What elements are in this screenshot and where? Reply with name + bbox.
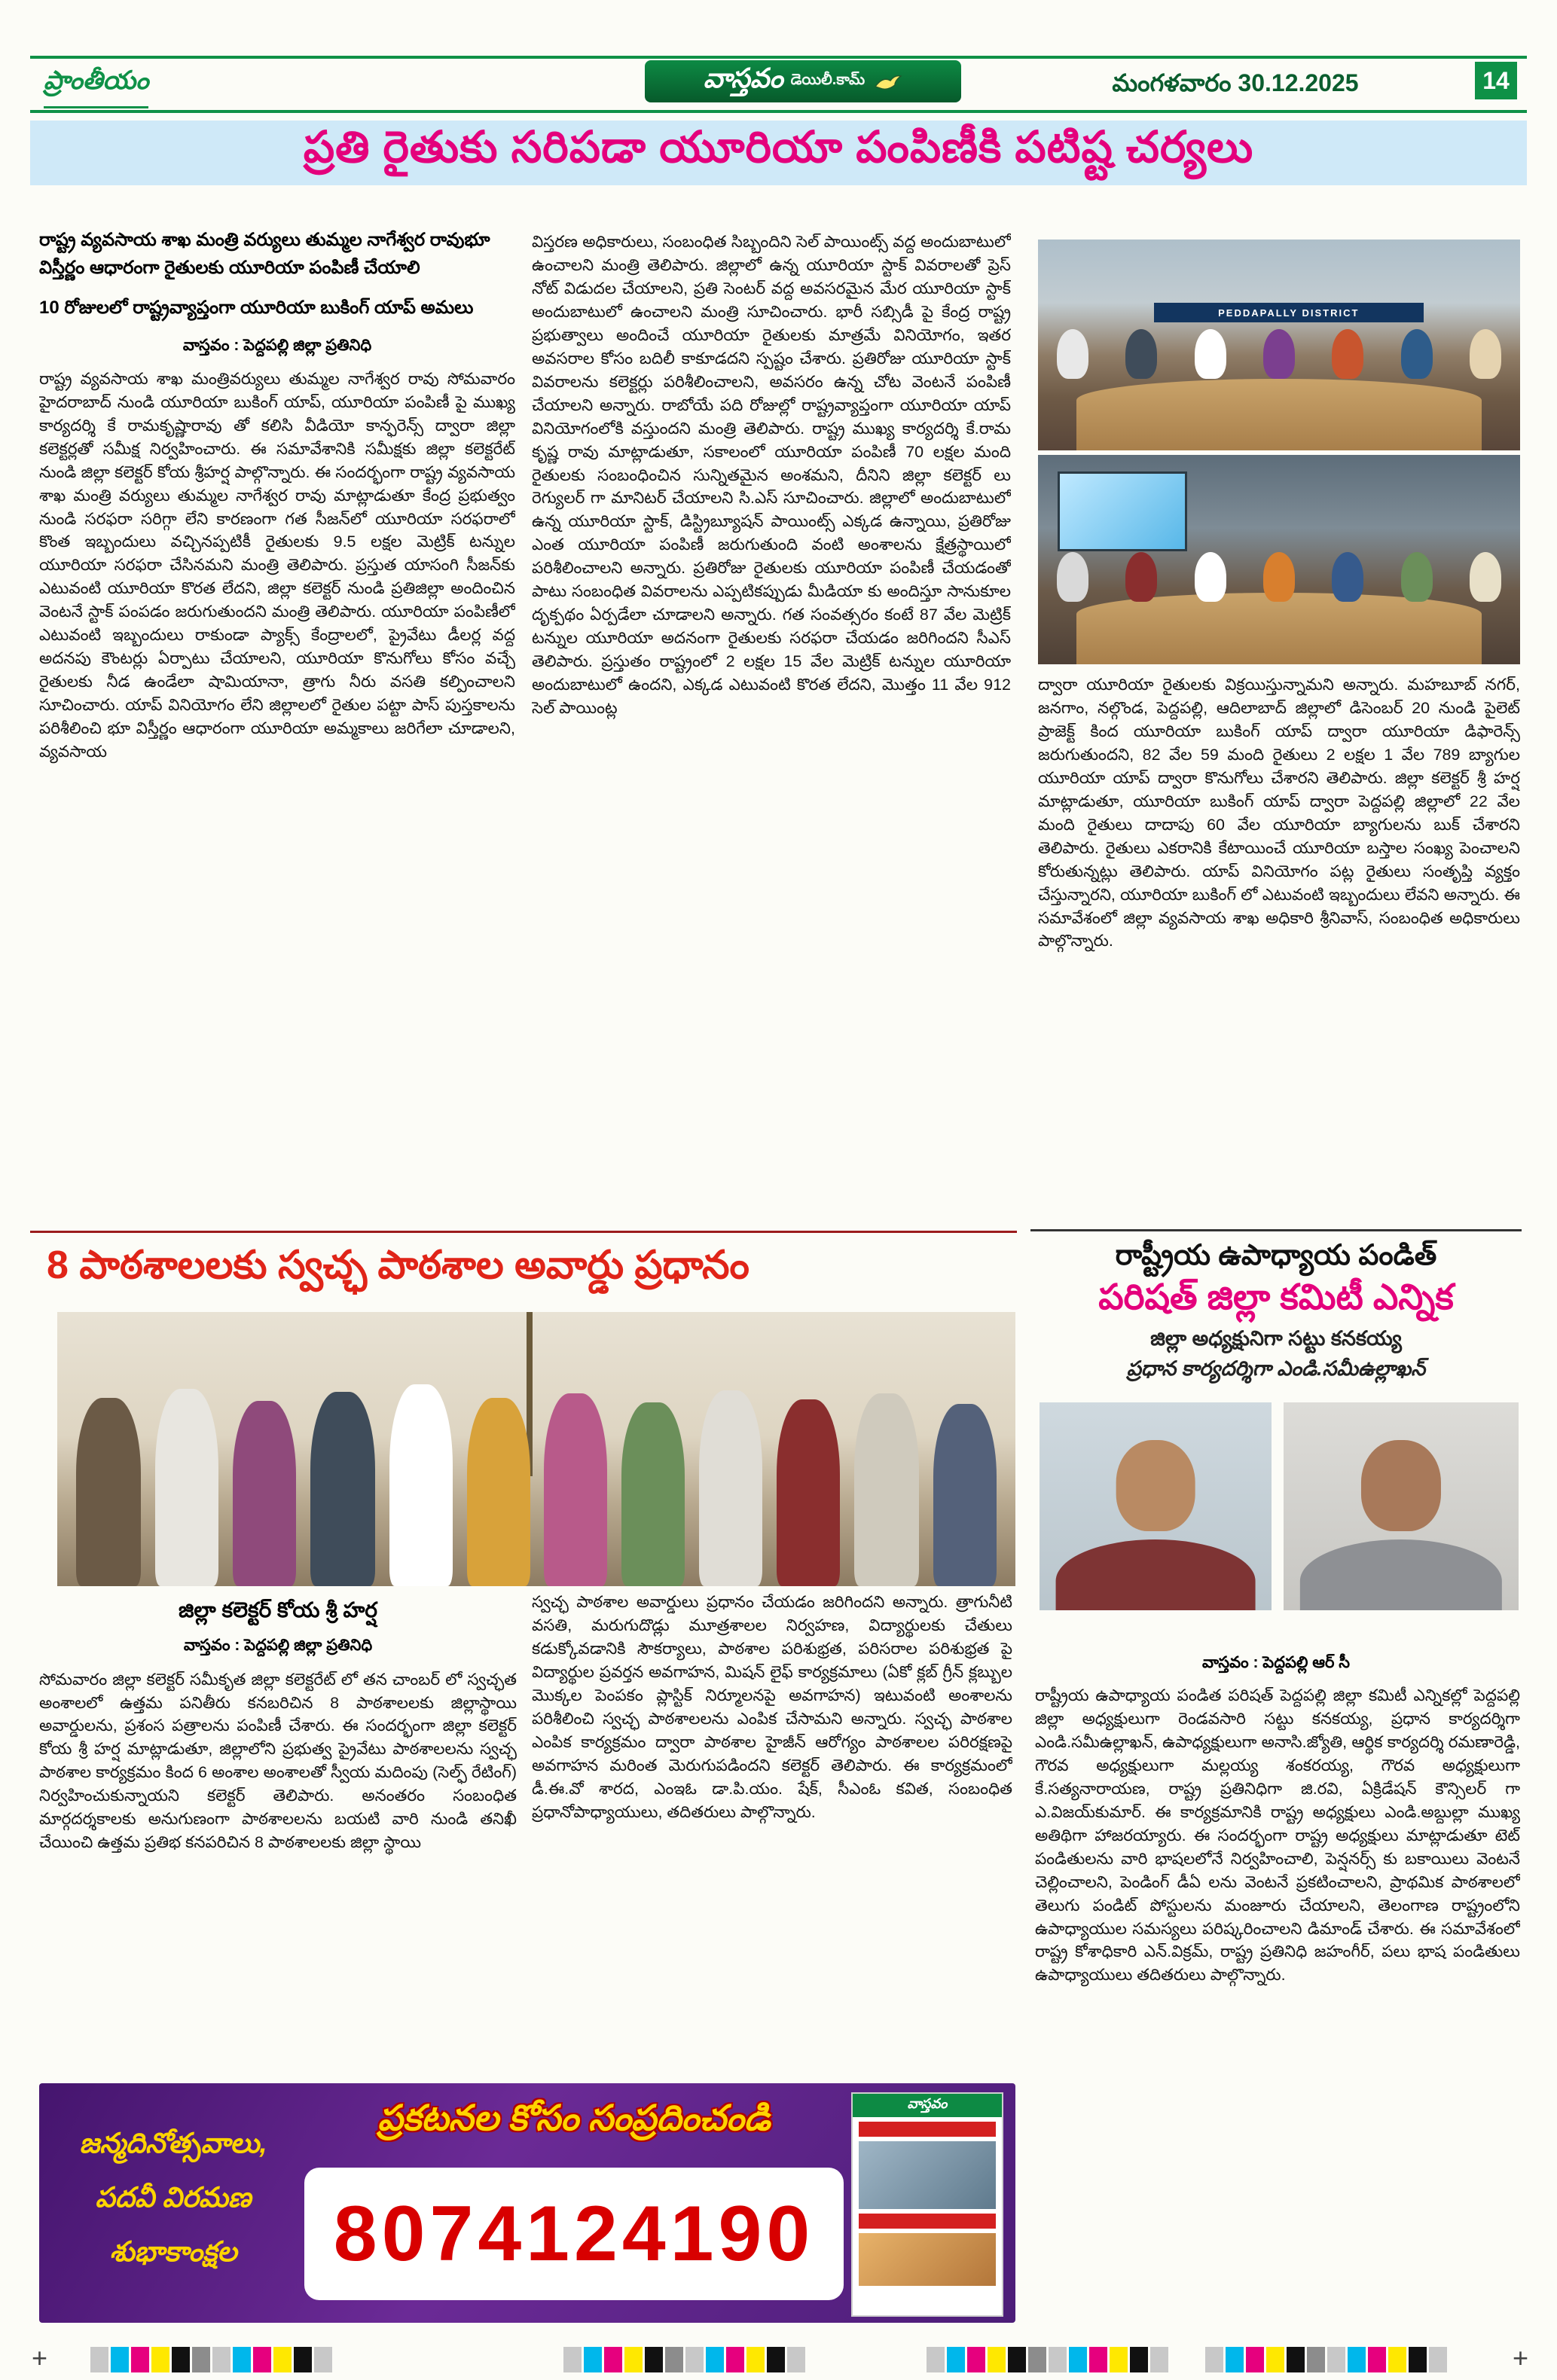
lead-intro-line-1: రాష్ట్ర వ్యవసాయ శాఖ మంత్రి వర్యులు తుమ్మల నాగేశ్వర రావుభూ విస్తీర్ణం ఆధారంగా రైతులకు యూరియా పంపిణీ చేయాలి xyxy=(39,230,490,279)
print-color-chip xyxy=(767,2347,785,2372)
person-figure xyxy=(155,1389,218,1586)
person-figure xyxy=(1125,329,1157,379)
print-color-chip xyxy=(90,2347,108,2372)
committee-subhead-2: ప్రధాన కార్యదర్శిగా ఎండి.సమీఉల్లాఖన్ xyxy=(1126,1357,1426,1380)
print-color-chip xyxy=(1388,2347,1406,2372)
lead-body-col2: విస్తరణ అధికారులు, సంబంధిత సిబ్బందిని సెల్ పాయింట్స్ వద్ద అందుబాటులో ఉంచాలని మంత్రి తెలిపారు. జిల్లాలో ఉన్న యూరియా స్టాక్ వివరాలతో ప్రెస్ నోట్ విడుదల చేయాలని, ప్రతి సెంటర్ వద్ద అవసరమైన మేర యూరియా స్టాక్ అందుబాటులో ఉంచాలని మంత్రి సూచించారు. భారీ సబ్సిడీ పై కేంద్ర రాష్ట్ర ప్రభుత్వాలు అందించే యూరియా రైతులకు మాత్రమే వినియోగం, ఇతర అవసరాల కోసం బదిలీ కాకూడదని స్పష్టం చేశారు. ప్రతిరోజు యూరియా స్టాక్ వివరాలను కలెక్టర్లు పరిశీలించాలని, అవసరం ఉన్న చోట వెంటనే పంపిణీ చేయాలని అన్నారు. రాబోయే పది రోజుల్లో రాష్ట్రవ్యాప్తంగా యూరియా యాప్ వినియోగంలోకి వస్తుందని మంత్రి తెలిపారు. రాష్ట్ర ముఖ్య కార్యదర్శి కే.రామ కృష్ణ రావు మాట్లాడుతూ, సకాలంలో యూరియా పంపిణీ 70 లక్షల మంది రైతులకు సంబంధించిన సున్నితమైన అంశమని, దీనిని జిల్లా కలెక్టర్ లు రెగ్యులర్ గా మానిటర్ చేయాలని సి.ఎస్ సూచించారు. జిల్లాలో అందుబాటులో ఉన్న యూరియా స్టాక్, డిస్ట్రిబ్యూషన్ పాయింట్స్ ఎక్కడ ఉన్నాయి, ప్రతిరోజు ఎంత యూరియా పంపిణీ జరుగుతుంది వంటి అంశాలను క్షేత్రస్థాయిలో పరిశీలించాలని అన్నారు. ప్రతిరోజు రైతులకు యూరియా పంపిణీ చేయడంతో పాటు సంబంధిత వివరాలను ఎప్పటికప్పుడు మీడియా కు అందిస్తూ సానుకూల దృక్పథం ఏర్పడేలా చూడాలని అన్నారు. గత సంవత్సరం కంటే 87 వేల మెట్రిక్ టన్నుల యూరియా అదనంగా రైతులకు సరఫరా చేయడం జరిగిందని సీఎస్ తెలిపారు. ప్రస్తుతం రాష్ట్రంలో 2 లక్షల 15 వేల మెట్రిక్ టన్నుల యూరియా అందుబాటులో ఉందని, ఎక్కడ ఎటువంటి కొరత లేదని, మొత్తం 11 వేల 912 సెల్ పాయింట్ల xyxy=(532,233,1011,718)
person-figure xyxy=(1195,552,1226,602)
registration-mark-left: + xyxy=(32,2342,48,2373)
print-color-chip xyxy=(192,2347,210,2372)
print-color-chip xyxy=(746,2347,765,2372)
paper-logo xyxy=(645,60,961,102)
person-figure xyxy=(1470,329,1501,379)
person-figure xyxy=(467,1398,530,1586)
print-color-chip xyxy=(1368,2347,1386,2372)
print-color-chip xyxy=(563,2347,582,2372)
lead-body-col1: రాష్ట్ర వ్యవసాయ శాఖ మంత్రివర్యులు తుమ్మల నాగేశ్వర రావు సోమవారం హైదరాబాద్ నుండి యూరియా బుకింగ్ యాప్, యూరియా పంపిణీ పై ముఖ్య కార్యదర్శి కే రామకృష్ణారావు తో కలిసి వీడియో కాన్ఫరెన్స్ ద్వారా జిల్లా కలెక్టర్లతో సమీక్ష నిర్వహించారు. ఈ సమావేశానికి సమీక్షకు జిల్లా కలెక్టరేట్ నుండి జిల్లా కలెక్టర్ కోయ శ్రీహర్ష పాల్గొన్నారు. ఈ సందర్భంగా రాష్ట్ర వ్యవసాయ శాఖ మంత్రి వర్యులు తుమ్మల నాగేశ్వర రావు మాట్లాడుతూ కేంద్ర ప్రభుత్వం నుండి సరఫరా సరిగ్గా లేని కారణంగా గత సీజన్‌లో యూరియా సరఫరాలో కొంత ఇబ్బందులు వచ్చినప్పటికీ రైతులకు 9.5 లక్షల మెట్రిక్ టన్నుల యూరియా సరఫరా చేసినమని మంత్రి తెలిపారు. ప్రస్తుత యాసంగి సీజన్‌కు ఎటువంటి యూరియా కొరత లేదని, జిల్లా కలెక్టర్ నుండి ప్రతిజిల్లా అందించిన వెంటనే స్టాక్ పంపడం జరుగుతుందని మంత్రి తెలిపారు. యూరియా పంపిణీలో ఎటువంటి ఇబ్బందులు రాకుండా ప్యాక్స్ కేంద్రాలలో, ప్రైవేటు డీలర్ల వద్ద అదనపు కౌంటర్లు ఏర్పాటు చేయాలని, యూరియా కొనుగోలు కోసం వచ్చే రైతులకు నీడ ఉండేలా షామియానా, త్రాగు నీరు వసతి కల్పించాలని సూచించారు. యాప్ వినియోగం లేని జిల్లాలలో రైతుల పట్టా పాస్ పుస్తకాలను పరిశీలించి భూ విస్తీర్ణం ఆధారంగా యూరియా అమ్మకాలు జరిగేలా చూడాలని, వ్యవసాయ xyxy=(39,369,515,761)
schools-body-col2: స్వచ్ఛ పాఠశాల అవార్డులు ప్రధానం చేయడం జరిగిందని అన్నారు. త్రాగునీటి వసతి, మరుగుదొడ్లు మూత్రశాలల నిర్వహణ, విద్యార్థులకు చేతులు కడుక్కోవడానికి సౌకర్యాలు, పాఠశాల పరిశుభ్రత, పరిసరాల పరిశుభ్రత పై విద్యార్థుల ప్రవర్తన అవగాహన, మిషన్ లైఫ్ కార్యక్రమాలు (ఏకో క్లబ్ గ్రీన్ క్లబ్బుల మొక్కల పెంపకం ప్లాస్టిక్ నిర్మూలనపై అవగాహన) ఇటువంటి అంశాలను పరిశీలించి స్వచ్ఛ పాఠశాలలను ఎంపిక చేసామని అన్నారు. స్వచ్ఛ పాఠశాల ఎంపిక కార్యక్రమం ద్వారా పాఠశాల హైజీన్ ఆరోగ్యం పాఠశాలల పరిరక్షణపై అవగాహన మరింత మెరుగుపడిందని కలెక్టర్ తెలిపారు. ఈ కార్యక్రమంలో డీ.ఈ.వో శారద, ఎంఇఓ డా.పి.యం. షేక్, సీఎంఓ కవిత, సంబంధిత ప్రధానోపాధ్యాయులు, తదితరులు పాల్గొన్నారు. xyxy=(532,1593,1012,1821)
person-figure xyxy=(933,1404,997,1586)
edition-date: మంగళవారం 30.12.2025 xyxy=(1112,69,1359,96)
ad-thumb-photo xyxy=(859,2141,996,2209)
lead-article-column-3 xyxy=(1038,673,1520,1217)
print-color-chip xyxy=(1028,2347,1046,2372)
person-figure xyxy=(1332,329,1363,379)
portrait-photo-president xyxy=(1040,1402,1272,1610)
portrait-shoulders xyxy=(1056,1539,1256,1610)
print-color-chip xyxy=(1348,2347,1366,2372)
section-label: ప్రాంతీయం xyxy=(44,66,148,108)
color-bar-group-1 xyxy=(90,2347,332,2372)
lead-article-column-1 xyxy=(39,226,515,1217)
print-color-chip xyxy=(172,2347,190,2372)
person-figure xyxy=(1401,552,1433,602)
print-color-chip xyxy=(1287,2347,1305,2372)
lead-headline-band xyxy=(30,121,1527,185)
ad-thumb-photo xyxy=(859,2233,996,2286)
person-figure xyxy=(1332,552,1363,602)
ad-left-line-1: జన్మదినోత్సవాలు, xyxy=(79,2128,267,2159)
person-figure xyxy=(854,1393,919,1586)
conference-table xyxy=(1076,379,1482,450)
portrait-head xyxy=(1116,1440,1195,1531)
print-color-chip xyxy=(212,2347,230,2372)
person-figure xyxy=(1057,552,1088,602)
print-color-chip xyxy=(988,2347,1006,2372)
person-figure xyxy=(1401,329,1433,379)
lead-article-column-2 xyxy=(532,230,1011,1217)
print-color-chip xyxy=(1069,2347,1087,2372)
print-color-chip xyxy=(1130,2347,1148,2372)
person-figure xyxy=(777,1399,840,1586)
print-color-chip xyxy=(584,2347,602,2372)
person-figure xyxy=(1470,552,1501,602)
lead-body-col3: ద్వారా యూరియా రైతులకు విక్రయిస్తున్నామని అన్నారు. మహబూబ్ నగర్, జనగాం, నల్గొండ, పెద్దపల్లి, ఆదిలాబాద్ జిల్లాలో డిసెంబర్ 20 నుండి పైలెట్ ప్రాజెక్ట్ కింద యూరియా బుకింగ్ యాప్ ద్వారా యూరియా డిఫారెన్స్ జరుగుతుందని, 82 వేల 59 మంది రైతులు 2 లక్షల 1 వేల 789 బ్యాగుల యూరియా యాప్ ద్వారా కొనుగోలు చేశారని తెలిపారు. జిల్లా కలెక్టర్ శ్రీ హర్ష మాట్లాడుతూ, యూరియా బుకింగ్ యాప్ ద్వారా పెద్దపల్లి జిల్లాలో 22 వేల మంది రైతులు దాదాపు 60 వేల యూరియా బ్యాగులను బుక్ చేశారని తెలిపారు. రైతులు ఎకరానికి కేటాయించే యూరియా బస్తాల సంఖ్య పెంచాలని కోరుతున్నట్లు తెలిపారు. యాప్ వినియోగం పట్ల రైతులు సంతృప్తి వ్యక్తం చేస్తున్నారని, యూరియా బుకింగ్ లో ఎటువంటి ఇబ్బందులు లేవని అన్నారు. ఈ సమావేశంలో జిల్లా వ్యవసాయ శాఖ అధికారి శ్రీనివాస్, సంబంధిత అధికారులు పాల్గొన్నారు. xyxy=(1038,676,1520,950)
schools-article-column-2 xyxy=(532,1591,1012,2068)
person-figure xyxy=(699,1390,762,1586)
person-figure xyxy=(233,1401,296,1586)
print-color-chip xyxy=(706,2347,724,2372)
person-figure xyxy=(76,1398,141,1586)
print-color-chip xyxy=(1008,2347,1026,2372)
committee-subhead-1: జిల్లా అధ్యక్షునిగా సట్టు కనకయ్య xyxy=(1150,1327,1402,1350)
print-color-chip xyxy=(624,2347,643,2372)
photo-award-ceremony xyxy=(57,1312,1015,1586)
print-color-chip xyxy=(1409,2347,1427,2372)
committee-body-text: రాష్ట్రీయ ఉపాధ్యాయ పండిత పరిషత్ పెద్దపల్లి జిల్లా కమిటీ ఎన్నికల్లో పెద్దపల్లి జిల్లా అధ్యక్షులుగా రెండవసారి సట్టు కనకయ్య, ప్రధాన కార్యదర్శిగా ఎండి.సమీఉల్లాఖన్, ఉపాధ్యక్షులుగా అనాసి.జ్యోతి, ఆర్థిక కార్యదర్శి రమణారెడ్డి, గౌరవ అధ్యక్షులుగా మల్లయ్య శంకరయ్య, గౌరవ అధ్యక్షులుగా కే.సత్యనారాయణ, రాష్ట్ర ప్రతినిధిగా జి.రవి, ఏక్రిడేషన్ కౌన్సిలర్ గా ఎ.విజయ్‌కుమార్. ఈ కార్యక్రమానికి రాష్ట్ర అధ్యక్షులు ఎండి.అబ్దుల్లా ముఖ్య అతిథిగా హాజరయ్యారు. ఈ సందర్భంగా రాష్ట్ర అధ్యక్షులు మాట్లాడుతూ టెట్ పండితులను వారి భాషలలోనే నిర్వహించాలి, పెన్షనర్స్ కు బకాయిలు వెంటనే చెల్లించాలని, పెండింగ్ డీఏ లను వెంటనే ప్రకటించాలని, ప్రాథమిక పాఠశాలలో తెలుగు పండిట్ పోస్టులను మంజూరు చేయాలని, తెలంగాణ రాష్ట్రంలోని ఉపాధ్యాయుల సమస్యలు పరిష్కరించాలని డిమాండ్ చేశారు. ఈ సమావేశంలో రాష్ట్ర కోశాధికారి ఎన్.విక్రమ్, రాష్ట్ర ప్రతినిధి జహంగీర్, పలు భాష పండితులు ఉపాధ్యాయులు తదితరులు పాల్గొన్నారు. xyxy=(1035,1686,1520,1985)
paper-name: వాస్తవం xyxy=(703,62,783,93)
person-figure xyxy=(1263,552,1295,602)
committee-dateline: వాస్తవం : పెద్దపల్లి ఆర్ సీ xyxy=(1201,1654,1351,1671)
portrait-photo-secretary xyxy=(1284,1402,1519,1610)
print-color-chip xyxy=(131,2347,149,2372)
person-figure xyxy=(389,1384,453,1586)
print-color-chip xyxy=(967,2347,985,2372)
ad-thumb-title: వాస్తవం xyxy=(853,2094,1002,2117)
committee-headline-top: రాష్ట్రీయ ఉపాధ్యాయ పండిత్ xyxy=(1115,1240,1437,1271)
people-row xyxy=(1038,329,1520,379)
color-bar-group-4 xyxy=(1205,2347,1447,2372)
print-color-chip xyxy=(314,2347,332,2372)
person-figure xyxy=(1195,329,1226,379)
print-color-chip xyxy=(1266,2347,1284,2372)
photo-video-conference-1 xyxy=(1038,240,1520,450)
print-color-chip xyxy=(1429,2347,1447,2372)
section-divider-left xyxy=(30,1231,1017,1233)
print-color-chip xyxy=(111,2347,129,2372)
ad-paper-thumbnail xyxy=(851,2092,1003,2317)
ad-phone-number: 8074124190 xyxy=(333,2189,815,2278)
person-figure xyxy=(544,1393,607,1586)
print-color-chip xyxy=(151,2347,169,2372)
print-color-chip xyxy=(1205,2347,1223,2372)
lead-intro-line-2: 10 రోజులలో రాష్ట్రవ్యాప్తంగా యూరియా బుకింగ్ యాప్ అమలు xyxy=(39,298,474,319)
print-color-chip xyxy=(294,2347,312,2372)
print-color-chip xyxy=(1089,2347,1107,2372)
ad-thumb-headline-bar xyxy=(859,2214,996,2229)
color-bar-group-3 xyxy=(927,2347,1168,2372)
award-people-row xyxy=(76,1384,996,1586)
print-color-chip xyxy=(665,2347,683,2372)
committee-article-body xyxy=(1035,1684,1520,2329)
ad-left-line-2: పదవీ విరమణ xyxy=(95,2182,252,2214)
schools-dateline: వాస్తవం : పెద్దపల్లి జిల్లా ప్రతినిధి xyxy=(183,1637,373,1655)
lead-dateline: వాస్తవం : పెద్దపల్లి జిల్లా ప్రతినిధి xyxy=(182,336,372,354)
schools-headline: 8 పాఠశాలలకు స్వచ్ఛ పాఠశాల అవార్డు ప్రధానం xyxy=(47,1243,749,1287)
ad-left-line-3: శుభాకాంక్షల xyxy=(109,2236,237,2268)
print-color-chip xyxy=(233,2347,251,2372)
ad-left-text xyxy=(60,2116,286,2279)
registration-mark-right: + xyxy=(1513,2342,1529,2373)
person-figure xyxy=(1263,329,1295,379)
portrait-head xyxy=(1361,1440,1441,1531)
print-color-chip xyxy=(1110,2347,1128,2372)
color-bar-group-2 xyxy=(563,2347,805,2372)
print-color-chip xyxy=(1327,2347,1345,2372)
print-color-chip xyxy=(1150,2347,1168,2372)
photo-video-conference-2 xyxy=(1038,455,1520,664)
print-color-chip xyxy=(253,2347,271,2372)
page-number: 14 xyxy=(1475,62,1517,99)
print-calibration-marks xyxy=(0,2339,1557,2380)
print-color-chip xyxy=(1307,2347,1325,2372)
paper-tagline: డెయిలీ.కామ్ xyxy=(790,71,866,88)
schools-subhead: జిల్లా కలెక్టర్ కోయ శ్రీ హర్ష xyxy=(178,1598,378,1622)
lead-headline: ప్రతి రైతుకు సరిపడా యూరియా పంపిణీకి పటిష్ట చర్యలు xyxy=(303,123,1254,172)
print-color-chip xyxy=(685,2347,704,2372)
photo-banner-text: PEDDAPALLY DISTRICT xyxy=(1154,303,1424,322)
print-color-chip xyxy=(1049,2347,1067,2372)
projector-screen xyxy=(1058,471,1187,551)
print-color-chip xyxy=(604,2347,622,2372)
print-color-chip xyxy=(1226,2347,1244,2372)
people-row xyxy=(1038,552,1520,602)
committee-headline-main: పరిషత్ జిల్లా కమిటీ ఎన్నిక xyxy=(1098,1277,1454,1317)
print-color-chip xyxy=(726,2347,744,2372)
schools-body-col1: సోమవారం జిల్లా కలెక్టర్ సమీకృత జిల్లా కలెక్టరేట్ లో తన చాంబర్ లో స్వచ్ఛత అంశాలలో ఉత్తమ పనితీరు కనబరిచిన 8 పాఠశాలలకు జిల్లాస్థాయి అవార్డులను, ప్రశంస పత్రాలను పంపిణీ చేశారు. ఈ సందర్భంగా జిల్లా కలెక్టర్ కోయ శ్రీ హర్ష మాట్లాడుతూ, జిల్లాలోని ప్రభుత్వ ప్రైవేటు పాఠశాలలను స్వచ్ఛ పాఠశాల కార్యక్రమం కింద 6 అంశాల అంశాలతో స్వీయ మదింపు (సెల్ఫ్ రేటింగ్) నిర్వహించుకున్నాయని కలెక్టర్ తెలిపారు. అనంతరం సంబంధిత మార్గదర్శకాలకు అనుగుణంగా పాఠశాలలను బయటి వారి నుండి తనిఖీ చేయించి ఉత్తమ ప్రతిభ కనపరిచిన 8 పాఠశాలలకు జిల్లా స్థాయి xyxy=(39,1670,517,1852)
portrait-shoulders xyxy=(1300,1539,1502,1610)
section-divider-right xyxy=(1030,1229,1522,1231)
print-color-chip xyxy=(273,2347,292,2372)
ad-heading: ప్రకటనల కోసం సంప్రదించండి xyxy=(377,2098,771,2137)
person-figure xyxy=(1125,552,1157,602)
person-figure xyxy=(621,1402,685,1586)
person-figure xyxy=(1057,329,1088,379)
masthead-top-rule xyxy=(30,56,1527,59)
print-color-chip xyxy=(645,2347,663,2372)
print-color-chip xyxy=(947,2347,965,2372)
conference-table xyxy=(1076,593,1482,664)
print-color-chip xyxy=(1246,2347,1264,2372)
ad-thumb-headline-bar xyxy=(859,2122,996,2137)
lead-intro xyxy=(39,226,515,322)
print-color-chip xyxy=(927,2347,945,2372)
print-color-chip xyxy=(787,2347,805,2372)
person-figure xyxy=(310,1392,375,1586)
schools-article-column-1 xyxy=(39,1595,517,2068)
masthead-bottom-rule xyxy=(30,110,1527,113)
bird-icon xyxy=(872,70,902,93)
ad-phone-strip xyxy=(304,2168,844,2300)
classified-ad-banner xyxy=(39,2083,1015,2323)
